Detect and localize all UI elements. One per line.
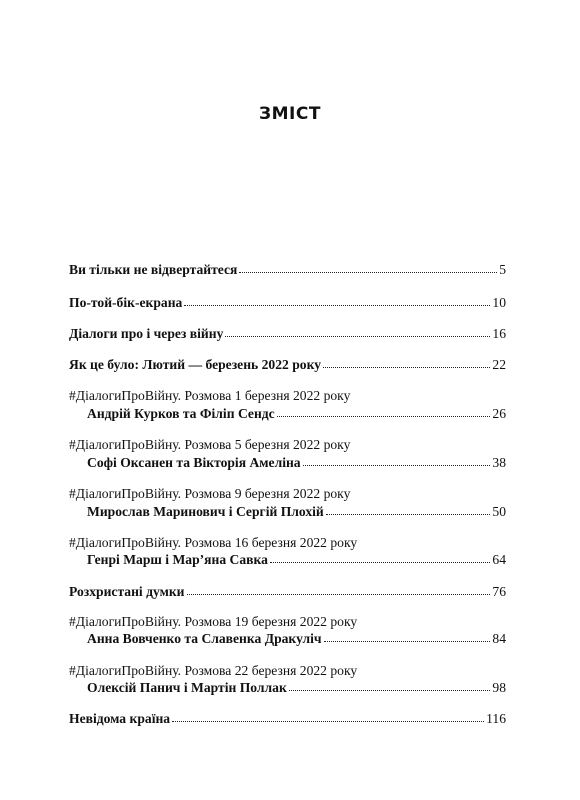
toc-entry-subtitle: #ДіалогиПроВійну. Розмова 1 березня 2022 року xyxy=(69,388,351,403)
toc-entry-page: 38 xyxy=(492,455,506,470)
dot-leader xyxy=(289,682,491,692)
toc-entry-page: 84 xyxy=(492,631,506,646)
toc-entry-subtitle: #ДіалогиПроВійну. Розмова 22 березня 2022 року xyxy=(69,663,358,678)
toc-entry[interactable] xyxy=(69,584,506,600)
toc-entry-subtitle: #ДіалогиПроВійну. Розмова 19 березня 2022 року xyxy=(69,614,358,629)
toc-entry[interactable] xyxy=(87,680,506,696)
toc-entry[interactable] xyxy=(87,455,506,471)
toc-entry-title: Як це було: Лютий — березень 2022 року xyxy=(69,357,322,372)
toc-entry[interactable] xyxy=(69,295,506,311)
toc-entry-subtitle: #ДіалогиПроВійну. Розмова 16 березня 2022 року xyxy=(69,535,358,550)
toc-entry-title: Генрі Марш і Мар’яна Савка xyxy=(87,552,268,567)
toc-entry-title: По-той-бік-екрана xyxy=(69,295,183,310)
toc-entry-page: 22 xyxy=(492,357,506,372)
toc-entry[interactable] xyxy=(87,552,506,568)
dot-leader xyxy=(187,586,491,596)
toc-entry[interactable] xyxy=(87,406,506,422)
toc-entry-title: Анна Вовченко та Славенка Дракуліч xyxy=(87,631,322,646)
toc-entry-page: 98 xyxy=(492,680,506,695)
toc-entry[interactable] xyxy=(69,326,506,342)
toc-entry-title: Мирослав Маринович і Сергій Плохій xyxy=(87,504,324,519)
toc-entry-title: Софі Оксанен та Вікторія Амеліна xyxy=(87,455,301,470)
toc-entry-page: 5 xyxy=(499,262,506,277)
toc-entry[interactable] xyxy=(87,631,506,647)
toc-entry-title: Невідома країна xyxy=(69,711,171,726)
toc-entry-title: Діалоги про і через війну xyxy=(69,326,224,341)
toc-entry-page: 64 xyxy=(492,552,506,567)
toc-entry-page: 76 xyxy=(492,584,506,599)
toc-entry-page: 10 xyxy=(492,295,506,310)
dot-leader xyxy=(225,328,490,338)
dot-leader xyxy=(277,408,491,418)
toc-entry-title: Ви тільки не відвертайтеся xyxy=(69,262,238,277)
dot-leader xyxy=(184,297,490,307)
toc-entry[interactable] xyxy=(69,262,506,278)
toc-entry-subtitle: #ДіалогиПроВійну. Розмова 5 березня 2022 року xyxy=(69,437,351,452)
toc-entry-title: Олексій Панич і Мартін Поллак xyxy=(87,680,287,695)
dot-leader xyxy=(270,554,490,564)
toc-entry-page: 116 xyxy=(486,711,506,726)
toc-entry-page: 16 xyxy=(492,326,506,341)
dot-leader xyxy=(326,506,491,516)
toc-entry[interactable] xyxy=(87,504,506,520)
dot-leader xyxy=(303,457,491,467)
toc-entry-title: Андрій Курков та Філіп Сендс xyxy=(87,406,275,421)
page-title: ЗМІСТ xyxy=(259,104,321,124)
dot-leader xyxy=(239,264,497,274)
toc-entry[interactable] xyxy=(69,357,506,373)
toc-entry-subtitle: #ДіалогиПроВійну. Розмова 9 березня 2022 року xyxy=(69,486,351,501)
toc-entry[interactable] xyxy=(69,711,506,727)
dot-leader xyxy=(324,633,491,643)
toc-entry-title: Розхристані думки xyxy=(69,584,185,599)
dot-leader xyxy=(172,713,484,723)
dot-leader xyxy=(323,359,490,369)
toc-entry-page: 50 xyxy=(492,504,506,519)
toc-entry-page: 26 xyxy=(492,406,506,421)
